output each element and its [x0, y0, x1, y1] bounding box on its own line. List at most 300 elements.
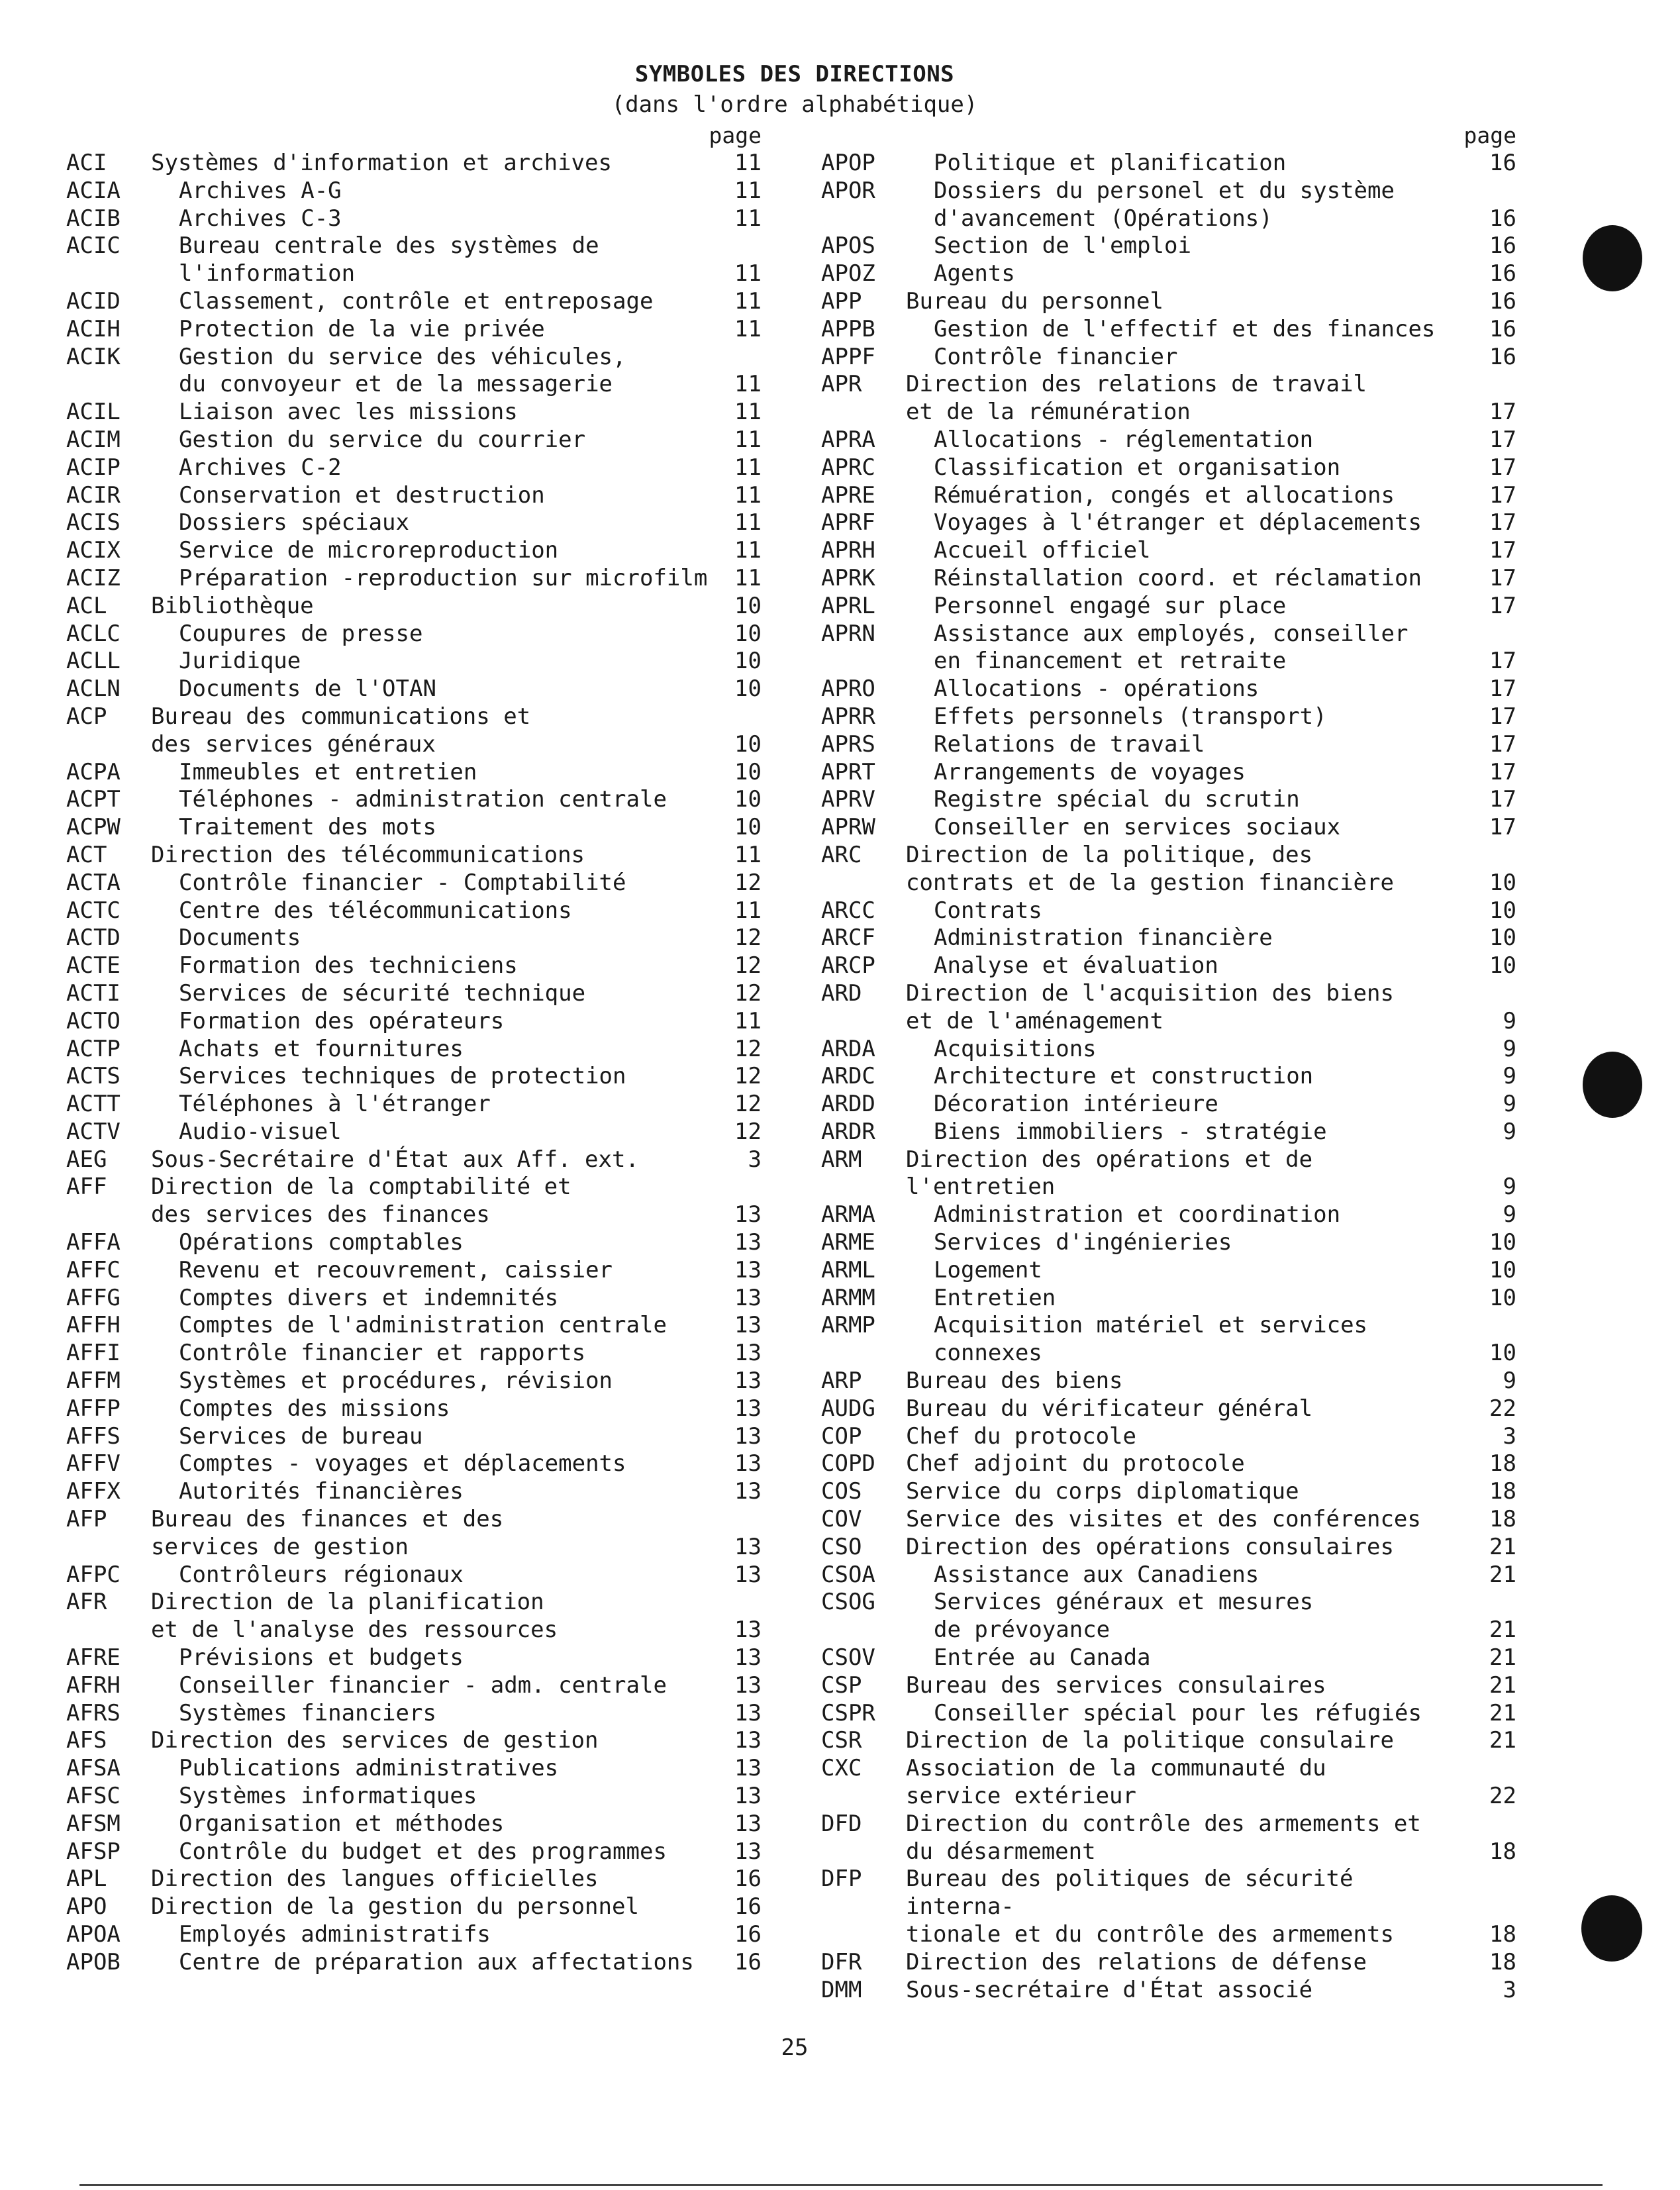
entry-code: AFP: [66, 1506, 107, 1533]
entry-description: Protection de la vie privée: [179, 315, 545, 342]
entry-code: APP: [821, 287, 862, 315]
entry-description: Centre des télécommunications: [179, 897, 572, 924]
list-item: [66, 593, 762, 621]
entry-code: ACIH: [66, 315, 121, 342]
entry-code: APOS: [821, 232, 875, 260]
list-item: [66, 344, 762, 399]
entry-page-number: 12: [734, 1091, 762, 1118]
entry-page-number: 21: [1489, 1727, 1516, 1754]
list-item: [821, 260, 1516, 288]
list-item: [66, 924, 762, 952]
list-item: [821, 1423, 1516, 1451]
list-item: [821, 1450, 1516, 1478]
entry-page-number: 10: [734, 730, 762, 758]
entry-page-number: 17: [1489, 758, 1516, 785]
entry-page-number: 17: [1489, 454, 1516, 481]
entry-page-number: 9: [1503, 1118, 1516, 1145]
entry-description: Téléphones - administration centrale: [179, 786, 667, 813]
entry-description: Administration et coordination: [934, 1201, 1341, 1228]
list-item: [821, 814, 1516, 842]
entry-page-number: 13: [734, 1755, 762, 1782]
list-item: [66, 1921, 762, 1949]
list-item: [66, 509, 762, 537]
list-item: [821, 288, 1516, 316]
entry-description: Direction de la politique consulaire: [906, 1727, 1394, 1754]
list-item: [66, 952, 762, 980]
entry-code: ARD: [821, 979, 862, 1007]
list-item: [66, 1173, 762, 1229]
entry-code: APRT: [821, 758, 875, 785]
entry-page-number: 21: [1489, 1671, 1516, 1699]
list-item: [821, 1949, 1516, 1977]
list-item: [821, 177, 1516, 233]
entry-description: Classement, contrôle et entreposage: [179, 287, 654, 315]
entry-description: Comptes - voyages et déplacements: [179, 1450, 626, 1477]
list-item: [821, 897, 1516, 925]
entry-page-number: 18: [1489, 1478, 1516, 1505]
list-item: [66, 1562, 762, 1589]
entry-page-number: 21: [1489, 1617, 1516, 1644]
list-item: [821, 426, 1516, 454]
entry-description: Entrée au Canada: [934, 1644, 1151, 1671]
entry-description: Services généraux et mesures de prévoyance: [934, 1589, 1314, 1644]
entry-code: APRE: [821, 481, 875, 509]
entry-description: Centre de préparation aux affectations: [179, 1948, 694, 1975]
entry-page-number: 11: [734, 481, 762, 509]
entry-description: Comptes de l'administration centrale: [179, 1312, 667, 1339]
entry-code: AFRH: [66, 1671, 121, 1699]
entry-page-number: 16: [734, 1921, 762, 1948]
entry-page-number: 17: [1489, 481, 1516, 509]
entry-description: Gestion de l'effectif et des finances: [934, 315, 1436, 342]
entry-page-number: 21: [1489, 1644, 1516, 1671]
entry-description: Services d'ingénieries: [934, 1229, 1232, 1256]
entry-code: AFS: [66, 1727, 107, 1754]
entry-description: Opérations comptables: [179, 1229, 464, 1256]
entry-page-number: 11: [734, 426, 762, 453]
entry-code: ACTT: [66, 1091, 121, 1118]
entry-code: ARDD: [821, 1091, 875, 1118]
entry-description: Immeubles et entretien: [179, 758, 477, 785]
entry-code: ARCC: [821, 897, 875, 924]
entry-description: Direction des relations de défense: [906, 1948, 1367, 1975]
entry-description: Architecture et construction: [934, 1063, 1314, 1090]
entry-page-number: 16: [734, 1893, 762, 1920]
entry-code: CSR: [821, 1727, 862, 1754]
list-item: [821, 786, 1516, 814]
entry-code: ACPW: [66, 814, 121, 841]
list-item: [821, 1672, 1516, 1700]
entry-code: APRS: [821, 730, 875, 758]
entry-description: Acquisition matériel et services connexes: [934, 1312, 1368, 1367]
list-item: [821, 1091, 1516, 1119]
list-item: [821, 1312, 1516, 1368]
entry-description: Association de la communauté du service extérieur: [906, 1755, 1326, 1810]
entry-page-number: 12: [734, 1063, 762, 1090]
entry-description: Arrangements de voyages: [934, 758, 1246, 785]
entry-code: ARMA: [821, 1201, 875, 1228]
entry-page-number: 9: [1503, 1201, 1516, 1228]
entry-code: CSOG: [821, 1589, 875, 1616]
list-item: [66, 399, 762, 426]
entry-page-number: 22: [1489, 1783, 1516, 1810]
entry-description: Logement: [934, 1256, 1042, 1283]
entry-description: Bureau centrale des systèmes de l'information: [179, 232, 599, 287]
entry-page-number: 11: [734, 564, 762, 591]
entry-page-number: 13: [734, 1699, 762, 1726]
entry-description: Direction des services de gestion: [151, 1727, 599, 1754]
entry-page-number: 9: [1503, 1035, 1516, 1062]
entry-page-number: 10: [1489, 1229, 1516, 1256]
entry-description: Juridique: [179, 648, 301, 675]
entry-description: Bureau du personnel: [906, 287, 1163, 315]
entry-code: ACTI: [66, 979, 121, 1007]
entry-description: Personnel engagé sur place: [934, 592, 1287, 619]
list-item: [821, 344, 1516, 372]
entry-page-number: 21: [1489, 1561, 1516, 1588]
entry-code: DFR: [821, 1948, 862, 1975]
entry-page-number: 13: [734, 1422, 762, 1450]
entry-code: COP: [821, 1422, 862, 1450]
entry-description: Prévisions et budgets: [179, 1644, 464, 1671]
entry-description: Téléphones à l'étranger: [179, 1091, 491, 1118]
list-item: [821, 1063, 1516, 1091]
document-header: [0, 58, 1589, 119]
entry-page-number: 13: [734, 1533, 762, 1560]
entry-description: Section de l'emploi: [934, 232, 1191, 260]
entry-description: Formation des techniciens: [179, 952, 518, 979]
list-item: [66, 565, 762, 593]
page-title: SYMBOLES DES DIRECTIONS: [634, 61, 955, 87]
entry-code: ACIR: [66, 481, 121, 509]
entry-description: Direction de l'acquisition des biens et de l'aménagement: [906, 979, 1394, 1034]
entry-page-number: 10: [734, 648, 762, 675]
entry-code: AFFI: [66, 1340, 121, 1367]
entry-code: DFP: [821, 1866, 862, 1893]
entry-page-number: 11: [734, 260, 762, 287]
entry-page-number: 9: [1503, 1173, 1516, 1201]
entry-code: ACPA: [66, 758, 121, 785]
entry-page-number: 17: [1489, 509, 1516, 536]
entry-page-number: 10: [1489, 952, 1516, 979]
list-item: [66, 232, 762, 288]
entry-code: APPB: [821, 315, 875, 342]
entry-page-number: 10: [1489, 897, 1516, 924]
entry-page-number: 10: [1489, 1340, 1516, 1367]
entry-description: Décoration intérieure: [934, 1091, 1218, 1118]
entry-page-number: 11: [734, 897, 762, 924]
list-item: [66, 1478, 762, 1506]
entry-code: ACLL: [66, 648, 121, 675]
entry-description: Publications administratives: [179, 1755, 559, 1782]
entry-page-number: 11: [734, 205, 762, 232]
entry-page-number: 13: [734, 1368, 762, 1395]
right-page-column-label: [821, 122, 1516, 150]
list-item: [821, 565, 1516, 593]
list-item: [66, 426, 762, 454]
entry-page-number: 10: [734, 786, 762, 813]
entry-code: APRL: [821, 592, 875, 619]
entry-description: Bureau du vérificateur général: [906, 1395, 1313, 1422]
entry-description: Politique et planification: [934, 150, 1287, 176]
right-entry-list: [821, 150, 1516, 2004]
entry-description: Contrôle financier - Comptabilité: [179, 869, 626, 896]
entry-page-number: 16: [1489, 260, 1516, 287]
list-item: [821, 1036, 1516, 1064]
entry-code: AFFX: [66, 1478, 121, 1505]
entry-code: APRK: [821, 564, 875, 591]
list-item: [66, 1368, 762, 1395]
entry-code: AEG: [66, 1146, 107, 1173]
list-item: [821, 759, 1516, 787]
list-item: [66, 1949, 762, 1977]
list-item: [66, 454, 762, 482]
list-item: [821, 1977, 1516, 2005]
list-item: [66, 1091, 762, 1119]
list-item: [66, 842, 762, 870]
entry-code: APOZ: [821, 260, 875, 287]
entry-description: Systèmes informatiques: [179, 1783, 477, 1810]
entry-code: ACIA: [66, 177, 121, 204]
entry-description: Dossiers spéciaux: [179, 509, 409, 536]
list-item: [66, 1838, 762, 1866]
list-item: [821, 1866, 1516, 1948]
list-item: [66, 980, 762, 1008]
entry-code: APPF: [821, 343, 875, 370]
entry-code: ACPT: [66, 786, 121, 813]
list-item: [821, 842, 1516, 897]
entry-page-number: 16: [734, 1866, 762, 1893]
list-item: [66, 1257, 762, 1285]
list-item: [66, 1589, 762, 1644]
list-item: [821, 1201, 1516, 1229]
entry-code: ACIB: [66, 205, 121, 232]
entry-page-number: 11: [734, 177, 762, 204]
entry-code: APRO: [821, 675, 875, 703]
entry-code: ACIK: [66, 343, 121, 370]
entry-description: Systèmes d'information et archives: [151, 150, 612, 176]
entry-page-number: 17: [1489, 537, 1516, 564]
right-column: [821, 122, 1516, 2004]
list-item: [66, 1755, 762, 1783]
entry-description: Archives A-G: [179, 177, 342, 204]
entry-page-number: 3: [1503, 1976, 1516, 2003]
entry-page-number: 18: [1489, 1921, 1516, 1948]
list-item: [66, 482, 762, 510]
entry-page-number: 12: [734, 924, 762, 952]
list-item: [821, 731, 1516, 759]
entry-code: DFD: [821, 1810, 862, 1837]
entry-code: AFFA: [66, 1229, 121, 1256]
entry-code: ACIC: [66, 232, 121, 260]
list-item: [66, 1063, 762, 1091]
entry-page-number: 16: [1489, 287, 1516, 315]
entry-description: Bureau des services consulaires: [906, 1671, 1326, 1699]
list-item: [821, 1811, 1516, 1866]
entry-code: AFSA: [66, 1755, 121, 1782]
entry-description: Organisation et méthodes: [179, 1810, 505, 1837]
entry-description: Conseiller financier - adm. centrale: [179, 1671, 667, 1699]
entry-description: Employés administratifs: [179, 1921, 491, 1948]
entry-page-number: 13: [734, 1810, 762, 1837]
left-column: [66, 122, 762, 1977]
list-item: [821, 1395, 1516, 1423]
entry-description: Conseiller en services sociaux: [934, 814, 1341, 841]
list-item: [66, 1866, 762, 1893]
entry-code: ACIM: [66, 426, 121, 453]
entry-page-number: 10: [734, 758, 762, 785]
entry-page-number: 17: [1489, 648, 1516, 675]
entry-description: Assistance aux Canadiens: [934, 1561, 1260, 1588]
entry-page-number: 12: [734, 869, 762, 896]
list-item: [66, 1229, 762, 1257]
entry-page-number: 17: [1489, 426, 1516, 453]
entry-description: Gestion du service des véhicules, du convoyeur et de la messagerie: [179, 343, 626, 398]
entry-code: APOB: [66, 1948, 121, 1975]
entry-page-number: 9: [1503, 1063, 1516, 1090]
entry-page-number: 13: [734, 1478, 762, 1505]
entry-page-number: 11: [734, 315, 762, 342]
entry-description: Contrôleurs régionaux: [179, 1561, 464, 1588]
entry-description: Archives C-2: [179, 454, 342, 481]
punch-hole-mark: [1583, 225, 1642, 291]
list-item: [66, 1036, 762, 1064]
list-item: [66, 1395, 762, 1423]
entry-page-number: 10: [1489, 1284, 1516, 1311]
entry-page-number: 10: [734, 620, 762, 647]
entry-code: ACTD: [66, 924, 121, 952]
entry-description: Service des visites et des conférences: [906, 1506, 1421, 1533]
entry-code: CSP: [821, 1671, 862, 1699]
list-item: [66, 1340, 762, 1368]
entry-page-number: 12: [734, 1035, 762, 1062]
list-item: [66, 150, 762, 177]
entry-code: ACIL: [66, 399, 121, 426]
list-item: [66, 288, 762, 316]
entry-code: APOP: [821, 150, 875, 176]
entry-code: APR: [821, 371, 862, 398]
entry-code: CXC: [821, 1755, 862, 1782]
entry-page-number: 17: [1489, 675, 1516, 703]
entry-code: COS: [821, 1478, 862, 1505]
page-subtitle: (dans l'ordre alphabétique): [611, 91, 978, 118]
entry-code: CSPR: [821, 1699, 875, 1726]
list-item: [821, 232, 1516, 260]
entry-description: Direction de la politique, des contrats et de la gestion financière: [906, 841, 1394, 896]
entry-description: Services de sécurité technique: [179, 979, 586, 1007]
entry-page-number: 17: [1489, 703, 1516, 730]
list-item: [66, 1783, 762, 1811]
entry-description: Biens immobiliers - stratégie: [934, 1118, 1327, 1145]
list-item: [66, 177, 762, 205]
entry-page-number: 13: [734, 1312, 762, 1339]
list-item: [821, 150, 1516, 177]
entry-code: ACI: [66, 150, 107, 176]
entry-page-number: 13: [734, 1256, 762, 1283]
list-item: [66, 814, 762, 842]
entry-description: Réinstallation coord. et réclamation: [934, 564, 1422, 591]
entry-code: ACTP: [66, 1035, 121, 1062]
entry-description: Comptes des missions: [179, 1395, 450, 1422]
entry-description: Assistance aux employés, conseiller en financement et retraite: [934, 620, 1408, 675]
entry-description: Agents: [934, 260, 1015, 287]
entry-code: CSOV: [821, 1644, 875, 1671]
entry-page-number: 13: [734, 1617, 762, 1644]
entry-code: ARDR: [821, 1118, 875, 1145]
entry-code: CSO: [821, 1533, 862, 1560]
entry-code: APL: [66, 1866, 107, 1893]
entry-description: Gestion du service du courrier: [179, 426, 586, 453]
punch-hole-mark: [1583, 1052, 1642, 1118]
list-item: [66, 1506, 762, 1562]
entry-code: APRC: [821, 454, 875, 481]
entry-code: ACIS: [66, 509, 121, 536]
list-item: [821, 1119, 1516, 1146]
entry-page-number: 16: [1489, 205, 1516, 232]
entry-description: Formation des opérateurs: [179, 1007, 505, 1034]
entry-description: Documents: [179, 924, 301, 952]
entry-page-number: 13: [734, 1727, 762, 1754]
entry-page-number: 22: [1489, 1395, 1516, 1422]
entry-page-number: 3: [748, 1146, 762, 1173]
entry-page-number: 10: [1489, 1256, 1516, 1283]
entry-code: AFRS: [66, 1699, 121, 1726]
entry-description: Archives C-3: [179, 205, 342, 232]
entry-code: ARCP: [821, 952, 875, 979]
entry-code: ACL: [66, 592, 107, 619]
list-item: [821, 537, 1516, 565]
entry-description: Revenu et recouvrement, caissier: [179, 1256, 613, 1283]
list-item: [66, 1700, 762, 1728]
entry-page-number: 16: [1489, 315, 1516, 342]
entry-page-number: 12: [734, 979, 762, 1007]
entry-page-number: 18: [1489, 1506, 1516, 1533]
entry-code: AFF: [66, 1173, 107, 1201]
entry-description: Direction de la comptabilité et des services des finances: [151, 1173, 571, 1228]
entry-page-number: 17: [1489, 564, 1516, 591]
list-item: [66, 1146, 762, 1174]
entry-description: Systèmes financiers: [179, 1699, 436, 1726]
list-item: [66, 1893, 762, 1921]
entry-code: COPD: [821, 1450, 875, 1477]
entry-code: AFFM: [66, 1368, 121, 1395]
entry-code: AFFV: [66, 1450, 121, 1477]
list-item: [821, 1589, 1516, 1644]
entry-description: Chef adjoint du protocole: [906, 1450, 1245, 1477]
entry-code: AFPC: [66, 1561, 121, 1588]
list-item: [821, 1368, 1516, 1395]
list-item: [821, 509, 1516, 537]
list-item: [821, 1257, 1516, 1285]
entry-description: Allocations - opérations: [934, 675, 1260, 703]
entry-description: Conservation et destruction: [179, 481, 545, 509]
entry-page-number: 11: [734, 454, 762, 481]
list-item: [821, 316, 1516, 344]
list-item: [821, 675, 1516, 703]
entry-description: Rémuération, congés et allocations: [934, 481, 1395, 509]
entry-page-number: 11: [734, 509, 762, 536]
entry-page-number: 13: [734, 1838, 762, 1865]
page-label: page: [709, 123, 762, 148]
list-item: [66, 870, 762, 897]
list-item: [821, 621, 1516, 676]
entry-code: AFR: [66, 1589, 107, 1616]
entry-description: Contrôle du budget et des programmes: [179, 1838, 667, 1865]
entry-page-number: 11: [734, 1007, 762, 1034]
entry-code: COV: [821, 1506, 862, 1533]
entry-code: APRN: [821, 620, 875, 647]
entry-page-number: 3: [1503, 1422, 1516, 1450]
